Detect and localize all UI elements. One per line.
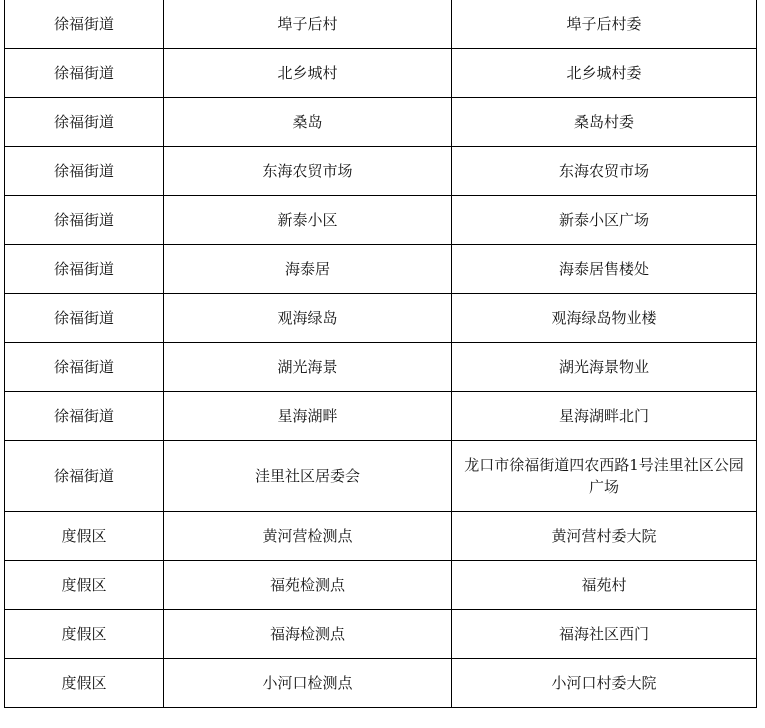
site-name-cell: 新泰小区 [164,196,452,245]
site-name-cell: 桑岛 [164,98,452,147]
address-cell: 福海社区西门 [452,610,757,659]
address-cell: 东海农贸市场 [452,147,757,196]
district-cell: 徐福街道 [5,392,164,441]
site-name-cell: 小河口检测点 [164,659,452,708]
district-cell: 度假区 [5,659,164,708]
site-name-cell: 北乡城村 [164,49,452,98]
district-cell: 徐福街道 [5,98,164,147]
table-row [5,49,757,98]
table-row [5,392,757,441]
site-name-cell: 观海绿岛 [164,294,452,343]
table-row [5,0,757,49]
address-cell: 桑岛村委 [452,98,757,147]
site-name-cell: 海泰居 [164,245,452,294]
district-cell: 徐福街道 [5,147,164,196]
site-name-cell: 福苑检测点 [164,561,452,610]
table-row [5,245,757,294]
district-cell: 徐福街道 [5,245,164,294]
table-row [5,343,757,392]
table-row [5,512,757,561]
district-cell: 度假区 [5,561,164,610]
district-cell: 度假区 [5,512,164,561]
address-cell: 观海绿岛物业楼 [452,294,757,343]
address-cell: 湖光海景物业 [452,343,757,392]
address-cell: 福苑村 [452,561,757,610]
site-name-cell: 洼里社区居委会 [164,441,452,512]
table-row [5,196,757,245]
district-cell: 徐福街道 [5,441,164,512]
address-cell: 龙口市徐福街道四农西路1号洼里社区公园广场 [452,441,757,512]
district-cell: 度假区 [5,610,164,659]
address-cell: 海泰居售楼处 [452,245,757,294]
site-name-cell: 福海检测点 [164,610,452,659]
district-cell: 徐福街道 [5,49,164,98]
address-cell: 黄河营村委大院 [452,512,757,561]
address-cell: 北乡城村委 [452,49,757,98]
table-row [5,561,757,610]
table-row [5,441,757,512]
table-row [5,147,757,196]
district-cell: 徐福街道 [5,294,164,343]
testing-sites-table [4,0,757,708]
district-cell: 徐福街道 [5,0,164,49]
address-cell: 埠子后村委 [452,0,757,49]
site-name-cell: 埠子后村 [164,0,452,49]
district-cell: 徐福街道 [5,343,164,392]
address-cell: 星海湖畔北门 [452,392,757,441]
table-row [5,294,757,343]
site-name-cell: 湖光海景 [164,343,452,392]
address-cell: 新泰小区广场 [452,196,757,245]
site-name-cell: 星海湖畔 [164,392,452,441]
table-row [5,98,757,147]
address-cell: 小河口村委大院 [452,659,757,708]
site-name-cell: 黄河营检测点 [164,512,452,561]
site-name-cell: 东海农贸市场 [164,147,452,196]
testing-sites-table-container [4,0,757,708]
table-row [5,610,757,659]
district-cell: 徐福街道 [5,196,164,245]
table-row [5,659,757,708]
